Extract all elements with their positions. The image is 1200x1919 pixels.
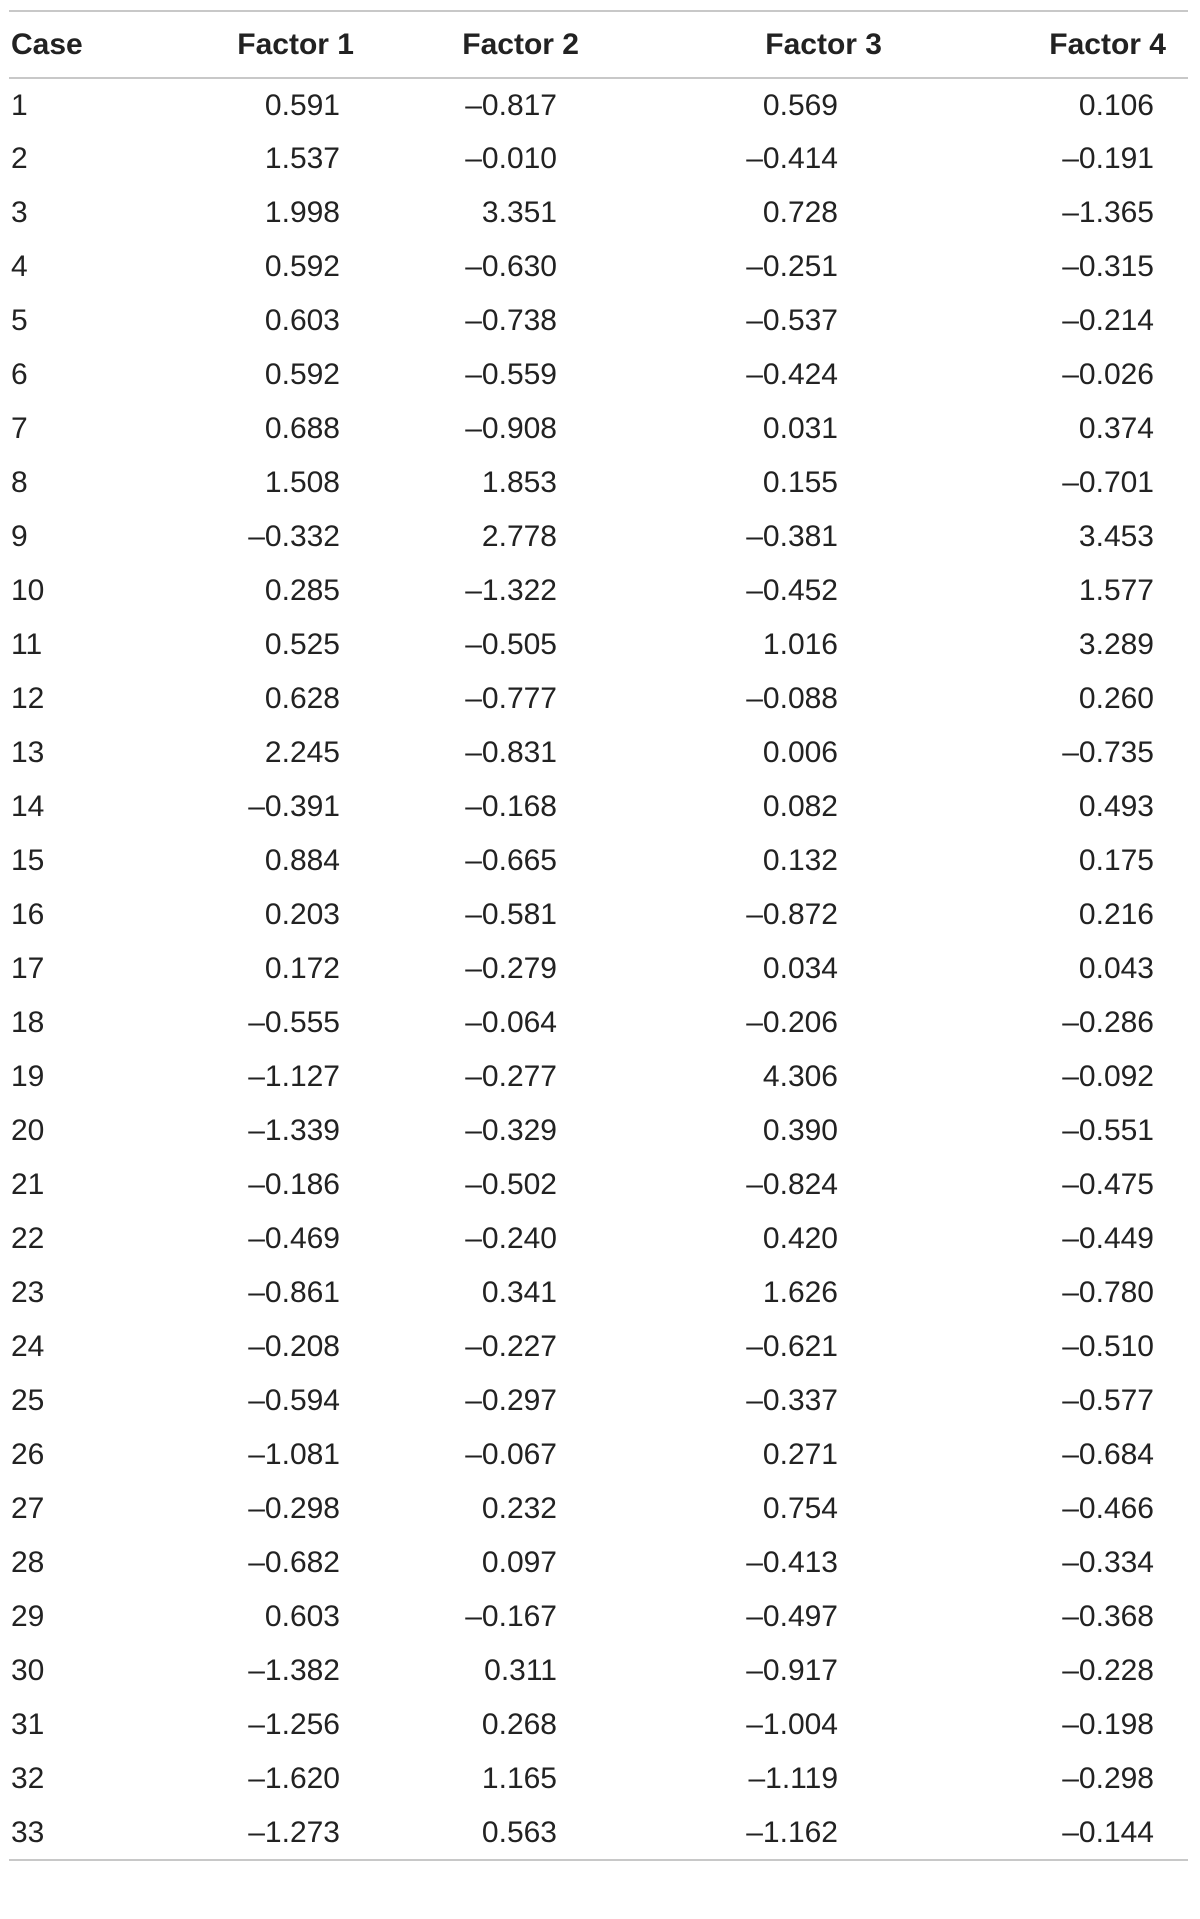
table-row	[9, 1212, 1188, 1266]
column-header-factor-2: Factor 2	[354, 11, 589, 78]
table-row	[9, 1536, 1188, 1590]
factor-4-cell: –0.334	[1062, 1546, 1154, 1579]
factor-4-cell: –0.577	[1062, 1384, 1154, 1417]
table-row	[9, 240, 1188, 294]
factor-2-cell: –0.067	[465, 1438, 557, 1471]
factor-3-cell: 1.016	[762, 628, 838, 661]
case-number-cell: 15	[11, 844, 45, 877]
factor-1-cell: 0.592	[264, 358, 340, 391]
factor-1-cell: 0.592	[264, 250, 340, 283]
table-row	[9, 456, 1188, 510]
table-row	[9, 672, 1188, 726]
factor-4-cell: 3.453	[1078, 520, 1154, 553]
case-number-cell: 21	[11, 1168, 45, 1201]
factor-4-cell: –0.510	[1062, 1330, 1154, 1363]
factor-3-cell: –0.452	[746, 574, 838, 607]
factor-1-cell: –1.620	[248, 1762, 340, 1795]
factor-4-cell: 0.374	[1078, 412, 1154, 445]
factor-2-cell: –0.505	[465, 628, 557, 661]
factor-2-cell: –0.064	[465, 1006, 557, 1039]
factor-1-cell: –1.256	[248, 1708, 340, 1741]
factor-3-cell: 0.034	[762, 952, 838, 985]
factor-1-cell: 1.537	[264, 142, 340, 175]
factor-1-cell: –0.186	[248, 1168, 340, 1201]
factor-2-cell: 0.563	[354, 1806, 589, 1860]
factor-1-cell: 0.525	[264, 628, 340, 661]
case-number-cell: 5	[11, 304, 28, 337]
table-row	[9, 942, 1188, 996]
factor-2-cell: –0.167	[465, 1600, 557, 1633]
factor-2-cell: 3.351	[481, 196, 557, 229]
case-number-cell: 17	[11, 952, 45, 985]
case-number-cell: 31	[11, 1708, 45, 1741]
factor-2-cell: –0.908	[465, 412, 557, 445]
header-row	[9, 11, 1188, 78]
case-number-cell: 29	[11, 1600, 45, 1633]
factor-4-cell: –0.466	[1062, 1492, 1154, 1525]
factor-3-cell: –0.824	[746, 1168, 838, 1201]
factor-3-cell: –0.337	[746, 1384, 838, 1417]
case-number-cell: 10	[11, 574, 45, 607]
factor-1-cell: –0.298	[248, 1492, 340, 1525]
factor-1-cell: 0.603	[264, 304, 340, 337]
factor-4-cell: –0.198	[1062, 1708, 1154, 1741]
factor-1-cell: –0.391	[248, 790, 340, 823]
factor-2-cell: –0.559	[465, 358, 557, 391]
factor-3-cell: –1.004	[746, 1708, 838, 1741]
factor-4-cell: 3.289	[1078, 628, 1154, 661]
factor-2-cell: –0.010	[465, 142, 557, 175]
factor-3-cell: –0.381	[746, 520, 838, 553]
factor-3-cell: 0.420	[762, 1222, 838, 1255]
factor-4-cell: –0.144	[894, 1806, 1188, 1860]
factor-3-cell: –0.872	[746, 898, 838, 931]
table-row	[9, 348, 1188, 402]
column-header-case: Case	[9, 11, 169, 78]
table-row	[9, 834, 1188, 888]
table-row	[9, 78, 1188, 132]
factor-4-cell: –0.228	[1062, 1654, 1154, 1687]
factor-1-cell: 0.172	[264, 952, 340, 985]
factor-2-cell: 0.341	[481, 1276, 557, 1309]
factor-2-cell: 0.268	[481, 1708, 557, 1741]
factor-3-cell: 0.271	[762, 1438, 838, 1471]
factor-3-cell: 0.754	[762, 1492, 838, 1525]
factor-2-cell: –0.168	[465, 790, 557, 823]
factor-4-cell: –0.214	[1062, 304, 1154, 337]
factor-3-cell: 0.132	[762, 844, 838, 877]
factor-4-cell: –0.551	[1062, 1114, 1154, 1147]
factor-scores-table	[9, 10, 1188, 1861]
factor-4-cell: 0.043	[1078, 952, 1154, 985]
factor-1-cell: –0.594	[248, 1384, 340, 1417]
case-number-cell: 33	[9, 1806, 169, 1860]
factor-2-cell: 0.311	[484, 1654, 557, 1687]
table-row	[9, 996, 1188, 1050]
factor-1-cell: –0.682	[248, 1546, 340, 1579]
case-number-cell: 26	[11, 1438, 45, 1471]
table-row	[9, 402, 1188, 456]
factor-3-cell: –0.206	[746, 1006, 838, 1039]
factor-4-cell: –0.315	[1062, 250, 1154, 283]
table-row	[9, 1050, 1188, 1104]
factor-3-cell: 0.082	[762, 790, 838, 823]
table-row	[9, 1428, 1188, 1482]
table-row	[9, 132, 1188, 186]
factor-4-cell: –0.475	[1062, 1168, 1154, 1201]
case-number-cell: 11	[11, 628, 43, 661]
factor-3-cell: –0.537	[746, 304, 838, 337]
factor-3-cell: –1.119	[748, 1762, 838, 1795]
factor-3-cell: 4.306	[762, 1060, 838, 1093]
factor-2-cell: –0.738	[465, 304, 557, 337]
case-number-cell: 16	[11, 898, 45, 931]
column-header-factor-3: Factor 3	[589, 11, 894, 78]
factor-1-cell: –1.339	[248, 1114, 340, 1147]
factor-3-cell: –0.621	[746, 1330, 838, 1363]
factor-1-cell: –0.208	[248, 1330, 340, 1363]
case-number-cell: 7	[11, 412, 28, 445]
case-number-cell: 25	[11, 1384, 45, 1417]
factor-1-cell: 0.628	[264, 682, 340, 715]
column-header-factor-1: Factor 1	[169, 11, 354, 78]
factor-4-cell: –1.365	[1062, 196, 1154, 229]
table-row	[9, 1698, 1188, 1752]
table-row	[9, 1158, 1188, 1212]
case-number-cell: 2	[11, 142, 28, 175]
table-row	[9, 1482, 1188, 1536]
factor-2-cell: –0.630	[465, 250, 557, 283]
factor-4-cell: –0.449	[1062, 1222, 1154, 1255]
factor-2-cell: –0.581	[465, 898, 557, 931]
case-number-cell: 27	[11, 1492, 45, 1525]
factor-2-cell: –0.665	[465, 844, 557, 877]
table-row	[9, 294, 1188, 348]
factor-3-cell: –0.413	[746, 1546, 838, 1579]
factor-4-cell: 0.216	[1078, 898, 1154, 931]
factor-2-cell: 1.853	[481, 466, 557, 499]
factor-4-cell: –0.191	[1062, 142, 1154, 175]
factor-2-cell: –1.322	[465, 574, 557, 607]
case-number-cell: 19	[11, 1060, 45, 1093]
table-row	[9, 186, 1188, 240]
factor-4-cell: –0.780	[1062, 1276, 1154, 1309]
table-row	[9, 1266, 1188, 1320]
factor-3-cell: 0.155	[762, 466, 838, 499]
factor-2-cell: –0.329	[465, 1114, 557, 1147]
case-number-cell: 1	[11, 88, 28, 122]
factor-2-cell: –0.297	[465, 1384, 557, 1417]
factor-1-cell: –0.332	[248, 520, 340, 553]
factor-2-cell: –0.240	[465, 1222, 557, 1255]
factor-3-cell: –0.088	[746, 682, 838, 715]
case-number-cell: 23	[11, 1276, 45, 1309]
factor-1-cell: –1.081	[248, 1438, 340, 1471]
case-number-cell: 3	[11, 196, 28, 229]
factor-3-cell: –0.414	[746, 142, 838, 175]
factor-2-cell: –0.502	[465, 1168, 557, 1201]
factor-3-cell: 0.031	[762, 412, 838, 445]
case-number-cell: 4	[11, 250, 28, 283]
factor-3-cell: –0.497	[746, 1600, 838, 1633]
factor-3-cell: 0.728	[762, 196, 838, 229]
factor-2-cell: –0.277	[465, 1060, 557, 1093]
table-row	[9, 888, 1188, 942]
table-row	[9, 726, 1188, 780]
table-row	[9, 1752, 1188, 1806]
factor-2-cell: –0.227	[465, 1330, 557, 1363]
factor-4-cell: –0.286	[1062, 1006, 1154, 1039]
table-row	[9, 1320, 1188, 1374]
table-row	[9, 1374, 1188, 1428]
factor-3-cell: –0.917	[746, 1654, 838, 1687]
table-row	[9, 1104, 1188, 1158]
factor-1-cell: 0.603	[264, 1600, 340, 1633]
factor-1-cell: 0.884	[264, 844, 340, 877]
case-number-cell: 32	[11, 1762, 45, 1795]
factor-3-cell: 0.006	[762, 736, 838, 769]
factor-1-cell: 0.203	[264, 898, 340, 931]
factor-1-cell: 1.508	[264, 466, 340, 499]
case-number-cell: 8	[11, 466, 28, 499]
case-number-cell: 18	[11, 1006, 45, 1039]
table-row	[9, 618, 1188, 672]
case-number-cell: 12	[11, 682, 45, 715]
factor-2-cell: –0.831	[465, 736, 557, 769]
case-number-cell: 30	[11, 1654, 45, 1687]
factor-3-cell: –1.162	[589, 1806, 894, 1860]
factor-4-cell: –0.684	[1062, 1438, 1154, 1471]
table-row	[9, 1806, 1188, 1860]
factor-1-cell: –1.273	[169, 1806, 354, 1860]
table-body	[9, 78, 1188, 1860]
factor-1-cell: –1.127	[248, 1060, 340, 1093]
factor-2-cell: 1.165	[481, 1762, 557, 1795]
case-number-cell: 13	[11, 736, 45, 769]
factor-3-cell: –0.424	[746, 358, 838, 391]
factor-2-cell: –0.279	[465, 952, 557, 985]
factor-4-cell: 0.175	[1078, 844, 1154, 877]
table-row	[9, 564, 1188, 618]
factor-2-cell: 2.778	[481, 520, 557, 553]
factor-2-cell: –0.777	[465, 682, 557, 715]
factor-1-cell: 0.285	[264, 574, 340, 607]
factor-1-cell: 0.591	[264, 88, 340, 122]
factor-2-cell: –0.817	[465, 88, 557, 122]
factor-1-cell: 0.688	[264, 412, 340, 445]
table-row	[9, 1590, 1188, 1644]
factor-4-cell: –0.735	[1062, 736, 1154, 769]
factor-4-cell: 0.493	[1078, 790, 1154, 823]
factor-1-cell: 2.245	[264, 736, 340, 769]
case-number-cell: 24	[11, 1330, 45, 1363]
factor-4-cell: –0.298	[1062, 1762, 1154, 1795]
case-number-cell: 20	[11, 1114, 45, 1147]
factor-1-cell: –0.555	[248, 1006, 340, 1039]
table-row	[9, 510, 1188, 564]
factor-1-cell: –1.382	[248, 1654, 340, 1687]
case-number-cell: 22	[11, 1222, 45, 1255]
case-number-cell: 9	[11, 520, 28, 553]
factor-4-cell: 0.106	[1078, 88, 1154, 122]
case-number-cell: 28	[11, 1546, 45, 1579]
factor-4-cell: –0.092	[1062, 1060, 1154, 1093]
factor-scores-table-container	[9, 10, 1188, 1861]
factor-1-cell: –0.861	[248, 1276, 340, 1309]
factor-3-cell: 1.626	[762, 1276, 838, 1309]
factor-1-cell: –0.469	[248, 1222, 340, 1255]
factor-3-cell: 0.390	[762, 1114, 838, 1147]
table-header	[9, 11, 1188, 78]
table-row	[9, 780, 1188, 834]
table-row	[9, 1644, 1188, 1698]
factor-3-cell: –0.251	[746, 250, 838, 283]
factor-4-cell: 1.577	[1078, 574, 1154, 607]
factor-4-cell: –0.701	[1062, 466, 1154, 499]
column-header-factor-4: Factor 4	[894, 11, 1188, 78]
factor-3-cell: 0.569	[762, 88, 838, 122]
factor-4-cell: –0.368	[1062, 1600, 1154, 1633]
factor-2-cell: 0.232	[481, 1492, 557, 1525]
factor-4-cell: 0.260	[1078, 682, 1154, 715]
factor-1-cell: 1.998	[264, 196, 340, 229]
factor-2-cell: 0.097	[481, 1546, 557, 1579]
factor-4-cell: –0.026	[1062, 358, 1154, 391]
case-number-cell: 14	[11, 790, 45, 823]
case-number-cell: 6	[11, 358, 28, 391]
